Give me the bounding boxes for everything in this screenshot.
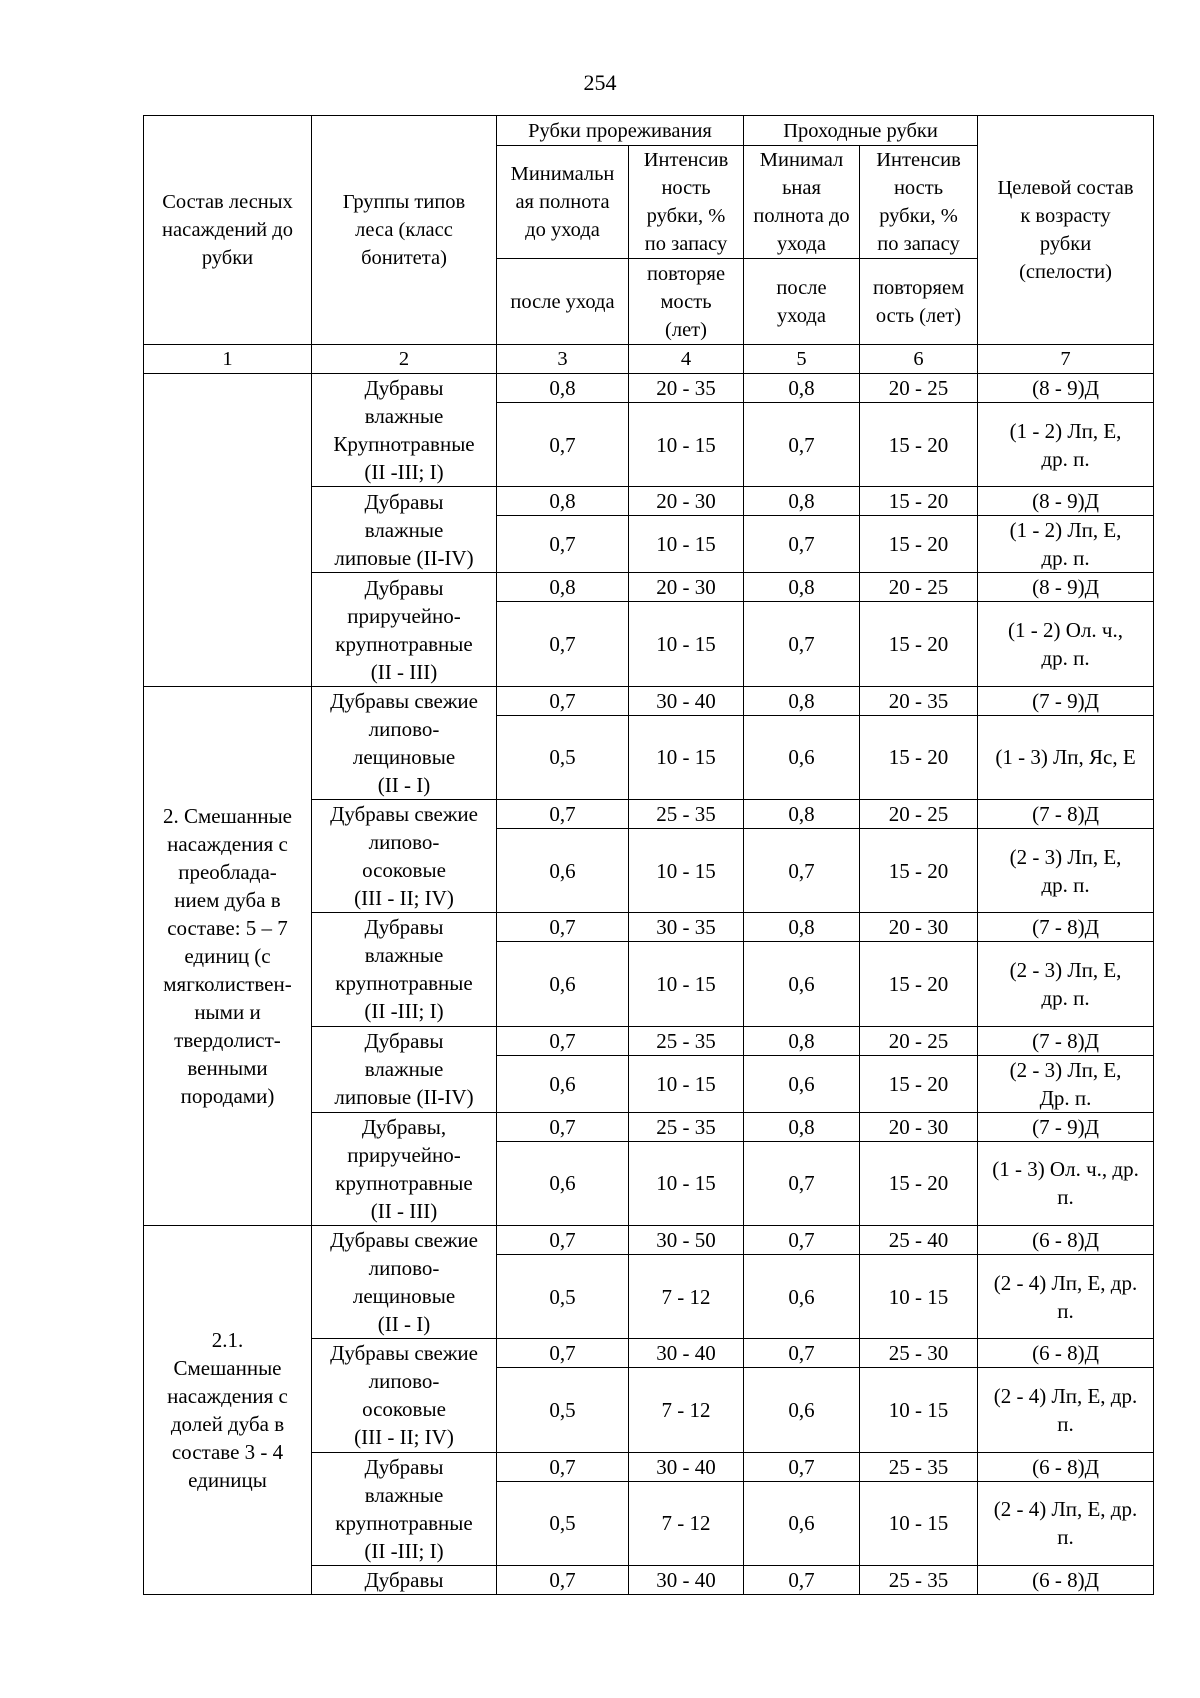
- column-number: 1: [144, 345, 312, 374]
- target-composition-cell: (2 - 3) Лп, Е, Др. п.: [978, 1055, 1154, 1112]
- target-composition-cell: (6 - 8)Д: [978, 1452, 1154, 1481]
- header-thinning: Рубки прореживания: [497, 116, 744, 146]
- pass-intensity-cell: 15 - 20: [860, 516, 978, 573]
- thin-intensity-cell: 30 - 40: [629, 1452, 744, 1481]
- target-composition-cell: (2 - 3) Лп, Е, др. п.: [978, 829, 1154, 913]
- thin-min-density-cell: 0,8: [497, 374, 629, 403]
- thin-intensity-cell: 10 - 15: [629, 942, 744, 1026]
- table-body: [144, 374, 1154, 1595]
- target-composition-cell: (2 - 4) Лп, Е, др. п.: [978, 1481, 1154, 1565]
- target-composition-cell: (2 - 4) Лп, Е, др. п.: [978, 1368, 1154, 1452]
- thin-min-density-cell: 0,7: [497, 516, 629, 573]
- pass-intensity-cell: 15 - 20: [860, 942, 978, 1026]
- thin-intensity-cell: 10 - 15: [629, 403, 744, 487]
- pass-min-density-cell: 0,6: [744, 1368, 860, 1452]
- header-target-composition: Целевой состав к возрасту рубки (спелости): [978, 116, 1154, 345]
- thin-min-density-cell: 0,7: [497, 1112, 629, 1141]
- target-composition-cell: (1 - 2) Лп, Е, др. п.: [978, 516, 1154, 573]
- pass-intensity-cell: 15 - 20: [860, 602, 978, 686]
- column-number: 5: [744, 345, 860, 374]
- target-composition-cell: (6 - 8)Д: [978, 1226, 1154, 1255]
- target-composition-cell: (7 - 9)Д: [978, 686, 1154, 715]
- thin-min-density-cell: 0,5: [497, 715, 629, 799]
- header-pass-intensity: Интенсив ность рубки, % по запасу: [860, 146, 978, 259]
- thin-intensity-cell: 25 - 35: [629, 800, 744, 829]
- thin-min-density-cell: 0,7: [497, 403, 629, 487]
- column-number: 7: [978, 345, 1154, 374]
- target-composition-cell: (1 - 3) Ол. ч., др. п.: [978, 1141, 1154, 1225]
- pass-min-density-cell: 0,8: [744, 1112, 860, 1141]
- thin-intensity-cell: 10 - 15: [629, 715, 744, 799]
- header-passage-cutting: Проходные рубки: [744, 116, 978, 146]
- pass-intensity-cell: 15 - 20: [860, 403, 978, 487]
- forest-type-cell: Дубравы свежие липово- осоковые (III - II; IV): [312, 800, 497, 913]
- pass-min-density-cell: 0,8: [744, 487, 860, 516]
- pass-min-density-cell: 0,8: [744, 800, 860, 829]
- forest-type-cell: Дубравы свежие липово- осоковые (III - II; IV): [312, 1339, 497, 1452]
- pass-min-density-cell: 0,8: [744, 913, 860, 942]
- pass-min-density-cell: 0,8: [744, 374, 860, 403]
- pass-intensity-cell: 20 - 25: [860, 1026, 978, 1055]
- thin-min-density-cell: 0,7: [497, 1026, 629, 1055]
- pass-min-density-cell: 0,6: [744, 942, 860, 1026]
- thin-intensity-cell: 10 - 15: [629, 1141, 744, 1225]
- pass-intensity-cell: 20 - 25: [860, 374, 978, 403]
- pass-intensity-cell: 20 - 25: [860, 573, 978, 602]
- thin-min-density-cell: 0,7: [497, 1226, 629, 1255]
- pass-intensity-cell: 15 - 20: [860, 829, 978, 913]
- thin-intensity-cell: 7 - 12: [629, 1368, 744, 1452]
- table-row: [144, 374, 1154, 403]
- header-forest-type-groups: Группы типов леса (класс бонитета): [312, 116, 497, 345]
- thin-intensity-cell: 10 - 15: [629, 1055, 744, 1112]
- pass-intensity-cell: 15 - 20: [860, 1055, 978, 1112]
- thin-intensity-cell: 30 - 40: [629, 1566, 744, 1595]
- thin-min-density-cell: 0,7: [497, 1452, 629, 1481]
- thin-intensity-cell: 30 - 40: [629, 686, 744, 715]
- forest-type-cell: Дубравы влажные липовые (II-IV): [312, 487, 497, 573]
- pass-intensity-cell: 10 - 15: [860, 1255, 978, 1339]
- thin-min-density-cell: 0,7: [497, 1339, 629, 1368]
- thin-min-density-cell: 0,8: [497, 487, 629, 516]
- thin-intensity-cell: 30 - 35: [629, 913, 744, 942]
- pass-min-density-cell: 0,6: [744, 715, 860, 799]
- pass-min-density-cell: 0,8: [744, 573, 860, 602]
- target-composition-cell: (1 - 3) Лп, Яс, Е: [978, 715, 1154, 799]
- stand-composition-cell: [144, 374, 312, 687]
- thin-intensity-cell: 25 - 35: [629, 1112, 744, 1141]
- pass-intensity-cell: 20 - 35: [860, 686, 978, 715]
- header-thin-after: после ухода: [497, 259, 629, 345]
- thin-intensity-cell: 30 - 50: [629, 1226, 744, 1255]
- header-thin-intensity: Интенсив ность рубки, % по запасу: [629, 146, 744, 259]
- target-composition-cell: (6 - 8)Д: [978, 1339, 1154, 1368]
- target-composition-cell: (7 - 9)Д: [978, 1112, 1154, 1141]
- target-composition-cell: (1 - 2) Лп, Е, др. п.: [978, 403, 1154, 487]
- pass-intensity-cell: 25 - 40: [860, 1226, 978, 1255]
- pass-intensity-cell: 25 - 35: [860, 1566, 978, 1595]
- target-composition-cell: (7 - 8)Д: [978, 1026, 1154, 1055]
- forest-type-cell: Дубравы свежие липово- лещиновые (II - I): [312, 686, 497, 799]
- column-number-row: [144, 345, 1154, 374]
- pass-intensity-cell: 25 - 30: [860, 1339, 978, 1368]
- pass-intensity-cell: 25 - 35: [860, 1452, 978, 1481]
- forest-type-cell: Дубравы: [312, 1566, 497, 1595]
- header-thin-min-density: Минимальн ая полнота до ухода: [497, 146, 629, 259]
- table-row: [144, 686, 1154, 715]
- thin-min-density-cell: 0,6: [497, 1055, 629, 1112]
- header-stand-composition: Состав лесных насаждений до рубки: [144, 116, 312, 345]
- target-composition-cell: (2 - 3) Лп, Е, др. п.: [978, 942, 1154, 1026]
- pass-intensity-cell: 10 - 15: [860, 1481, 978, 1565]
- forest-type-cell: Дубравы влажные крупнотравные (II -III; I): [312, 913, 497, 1026]
- pass-intensity-cell: 15 - 20: [860, 715, 978, 799]
- header-pass-repeat: повторяем ость (лет): [860, 259, 978, 345]
- thin-min-density-cell: 0,6: [497, 1141, 629, 1225]
- forest-type-cell: Дубравы влажные Крупнотравные (II -III; I): [312, 374, 497, 487]
- pass-min-density-cell: 0,6: [744, 1255, 860, 1339]
- target-composition-cell: (8 - 9)Д: [978, 487, 1154, 516]
- thin-intensity-cell: 10 - 15: [629, 829, 744, 913]
- pass-min-density-cell: 0,6: [744, 1481, 860, 1565]
- header-thin-repeat: повторяе мость (лет): [629, 259, 744, 345]
- thinning-standards-table: [143, 115, 1154, 1595]
- column-number: 2: [312, 345, 497, 374]
- pass-min-density-cell: 0,7: [744, 1566, 860, 1595]
- thin-min-density-cell: 0,8: [497, 573, 629, 602]
- pass-intensity-cell: 15 - 20: [860, 1141, 978, 1225]
- thin-min-density-cell: 0,6: [497, 942, 629, 1026]
- stand-composition-cell: 2. Смешанные насаждения с преоблада- нием дуба в составе: 5 – 7 единиц (с мягколиствен- ными и твердолист- венными породами): [144, 686, 312, 1225]
- thin-min-density-cell: 0,7: [497, 1566, 629, 1595]
- target-composition-cell: (8 - 9)Д: [978, 374, 1154, 403]
- target-composition-cell: (8 - 9)Д: [978, 573, 1154, 602]
- header-pass-min-density: Минимал ьная полнота до ухода: [744, 146, 860, 259]
- forest-type-cell: Дубравы свежие липово- лещиновые (II - I): [312, 1226, 497, 1339]
- forest-type-cell: Дубравы приручейно- крупнотравные (II - III): [312, 573, 497, 686]
- pass-intensity-cell: 20 - 30: [860, 1112, 978, 1141]
- forest-type-cell: Дубравы, приручейно- крупнотравные (II - III): [312, 1112, 497, 1225]
- thin-intensity-cell: 10 - 15: [629, 516, 744, 573]
- thin-min-density-cell: 0,7: [497, 686, 629, 715]
- thin-intensity-cell: 25 - 35: [629, 1026, 744, 1055]
- pass-intensity-cell: 20 - 25: [860, 800, 978, 829]
- pass-min-density-cell: 0,6: [744, 1055, 860, 1112]
- pass-intensity-cell: 20 - 30: [860, 913, 978, 942]
- thin-min-density-cell: 0,5: [497, 1368, 629, 1452]
- stand-composition-cell: 2.1. Смешанные насаждения с долей дуба в составе 3 - 4 единицы: [144, 1226, 312, 1595]
- forest-type-cell: Дубравы влажные крупнотравные (II -III; I): [312, 1452, 497, 1565]
- thin-intensity-cell: 20 - 35: [629, 374, 744, 403]
- thin-intensity-cell: 30 - 40: [629, 1339, 744, 1368]
- column-number: 4: [629, 345, 744, 374]
- target-composition-cell: (6 - 8)Д: [978, 1566, 1154, 1595]
- target-composition-cell: (7 - 8)Д: [978, 800, 1154, 829]
- pass-min-density-cell: 0,7: [744, 829, 860, 913]
- forest-type-cell: Дубравы влажные липовые (II-IV): [312, 1026, 497, 1112]
- pass-min-density-cell: 0,7: [744, 1226, 860, 1255]
- pass-intensity-cell: 10 - 15: [860, 1368, 978, 1452]
- thin-intensity-cell: 7 - 12: [629, 1481, 744, 1565]
- header-pass-after: после ухода: [744, 259, 860, 345]
- target-composition-cell: (2 - 4) Лп, Е, др. п.: [978, 1255, 1154, 1339]
- pass-min-density-cell: 0,7: [744, 1339, 860, 1368]
- thin-min-density-cell: 0,7: [497, 602, 629, 686]
- table-row: [144, 1226, 1154, 1255]
- thin-min-density-cell: 0,6: [497, 829, 629, 913]
- pass-min-density-cell: 0,7: [744, 516, 860, 573]
- column-number: 3: [497, 345, 629, 374]
- target-composition-cell: (7 - 8)Д: [978, 913, 1154, 942]
- thin-intensity-cell: 10 - 15: [629, 602, 744, 686]
- thin-intensity-cell: 20 - 30: [629, 573, 744, 602]
- pass-min-density-cell: 0,7: [744, 1452, 860, 1481]
- column-number: 6: [860, 345, 978, 374]
- pass-min-density-cell: 0,8: [744, 1026, 860, 1055]
- thin-intensity-cell: 7 - 12: [629, 1255, 744, 1339]
- pass-min-density-cell: 0,7: [744, 1141, 860, 1225]
- thin-min-density-cell: 0,7: [497, 913, 629, 942]
- thin-min-density-cell: 0,5: [497, 1255, 629, 1339]
- page-number: 254: [583, 70, 617, 95]
- pass-min-density-cell: 0,7: [744, 403, 860, 487]
- target-composition-cell: (1 - 2) Ол. ч., др. п.: [978, 602, 1154, 686]
- thin-min-density-cell: 0,5: [497, 1481, 629, 1565]
- pass-min-density-cell: 0,8: [744, 686, 860, 715]
- pass-min-density-cell: 0,7: [744, 602, 860, 686]
- pass-intensity-cell: 15 - 20: [860, 487, 978, 516]
- thin-min-density-cell: 0,7: [497, 800, 629, 829]
- thin-intensity-cell: 20 - 30: [629, 487, 744, 516]
